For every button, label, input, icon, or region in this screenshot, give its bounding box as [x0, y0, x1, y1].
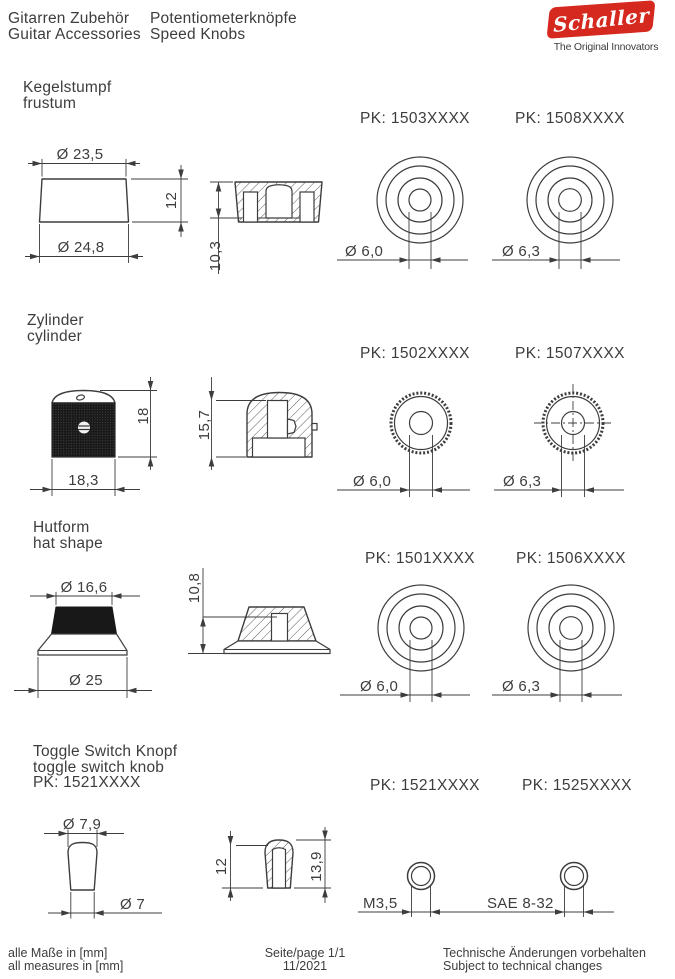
schaller-logo: [548, 4, 664, 53]
hat-section-view: [186, 568, 330, 654]
section-title-toggle: [33, 744, 177, 791]
title-en: toggle switch knob: [33, 758, 165, 776]
dim-height: 12: [163, 191, 180, 210]
dim-bore-depth: 10,8: [186, 572, 203, 604]
logo-tagline: The Original Innovators: [553, 41, 659, 53]
footer-units-de: alle Maße in [mm]: [8, 946, 108, 960]
title-en: frustum: [23, 94, 77, 112]
dim-top-diameter: Ø 7,9: [62, 816, 102, 833]
logo-flag: [546, 0, 655, 39]
title-de: Hutform: [33, 519, 90, 536]
pk-label-1506: PK: 1506XXXX: [516, 550, 626, 567]
dim-bottom-diameter: Ø 24,8: [57, 239, 105, 256]
footer-page-number: Seite/page 1/1: [264, 946, 346, 960]
dim-bore-depth: 15,7: [196, 409, 213, 441]
set-screw: [78, 422, 90, 434]
dim-shaft-left: Ø 6,0: [345, 243, 384, 260]
header-product-en: Guitar Accessories: [8, 26, 141, 43]
dim-diameter: 18,3: [68, 472, 99, 489]
toggle-drawings: [0, 810, 675, 922]
hat-top-view-1501: [340, 585, 470, 702]
footer-notice: [443, 947, 646, 972]
frustum-drawings: [0, 142, 675, 300]
frustum-section-view: [207, 182, 322, 274]
toggle-section-view: [213, 827, 331, 903]
header-category-en: Speed Knobs: [150, 26, 246, 43]
header-category-de: Potentiometerknöpfe: [150, 10, 297, 27]
header-product: [8, 11, 141, 43]
section-title-frustum: [23, 80, 111, 111]
section-title-cylinder: [27, 313, 84, 344]
frustum-top-view-1503: [337, 157, 468, 269]
section-title-hat: [33, 520, 103, 551]
dim-top-diameter: Ø 23,5: [56, 146, 104, 163]
dim-shaft-left: Ø 6,0: [353, 473, 392, 490]
dim-bore-depth: 12: [213, 857, 230, 876]
toggle-front-view: [44, 816, 162, 919]
title-pk: PK: 1521XXXX: [33, 774, 141, 791]
dim-shaft-right: Ø 6,3: [503, 473, 542, 490]
hat-top-view-1506: [492, 585, 622, 702]
pk-label-1502: PK: 1502XXXX: [360, 345, 470, 362]
header-product-de: Gitarren Zubehör: [8, 10, 130, 27]
cylinder-drawings: [0, 372, 675, 502]
cylinder-section-view: [196, 377, 317, 470]
pk-label-1508: PK: 1508XXXX: [515, 110, 625, 127]
dim-bottom-diameter: Ø 7: [120, 896, 146, 913]
toggle-thread-view-m35: [358, 863, 460, 918]
frustum-top-view-1508: [492, 157, 620, 269]
title-de: Kegelstumpf: [23, 79, 112, 96]
footer-notice-en: Subject to technical changes: [443, 958, 603, 973]
title-en: cylinder: [27, 327, 83, 345]
pk-label-1501: PK: 1501XXXX: [365, 550, 475, 567]
dim-shaft-left: Ø 6,0: [360, 678, 399, 695]
dim-thread-left: M3,5: [363, 895, 398, 912]
dim-height: 13,9: [308, 851, 325, 882]
dim-shaft-right: Ø 6,3: [502, 678, 541, 695]
title-en: hat shape: [33, 534, 103, 552]
header-category: [150, 11, 297, 43]
dim-bottom-diameter: Ø 25: [69, 672, 103, 689]
footer-notice-de: Technische Änderungen vorbehalten: [443, 946, 646, 960]
cylinder-front-view: [30, 377, 157, 496]
logo-wordmark: Schaller: [552, 2, 650, 37]
pk-label-1507: PK: 1507XXXX: [515, 345, 625, 362]
dim-height: 18: [135, 407, 152, 425]
footer-page: [230, 947, 380, 972]
dim-top-diameter: Ø 16,6: [60, 579, 108, 596]
title-de: Zylinder: [27, 312, 84, 329]
dim-bore-depth: 10,3: [207, 240, 224, 272]
title-de: Toggle Switch Knopf: [33, 743, 178, 760]
footer-date: 11/2021: [282, 958, 328, 973]
toggle-thread-view-sae: [438, 863, 614, 918]
pk-label-1521: PK: 1521XXXX: [370, 777, 480, 794]
hat-drawings: [0, 566, 675, 710]
pk-label-1503: PK: 1503XXXX: [360, 110, 470, 127]
frustum-front-view: [25, 146, 188, 263]
pk-label-1525: PK: 1525XXXX: [522, 777, 632, 794]
cylinder-top-view-1507: [494, 384, 624, 497]
cylinder-top-view-1502: [337, 393, 470, 497]
footer-units: [8, 947, 123, 972]
hat-front-view: [14, 579, 152, 698]
footer-units-en: all measures in [mm]: [8, 958, 124, 973]
dim-thread-right: SAE 8-32: [487, 895, 554, 912]
dim-shaft-right: Ø 6,3: [502, 243, 541, 260]
